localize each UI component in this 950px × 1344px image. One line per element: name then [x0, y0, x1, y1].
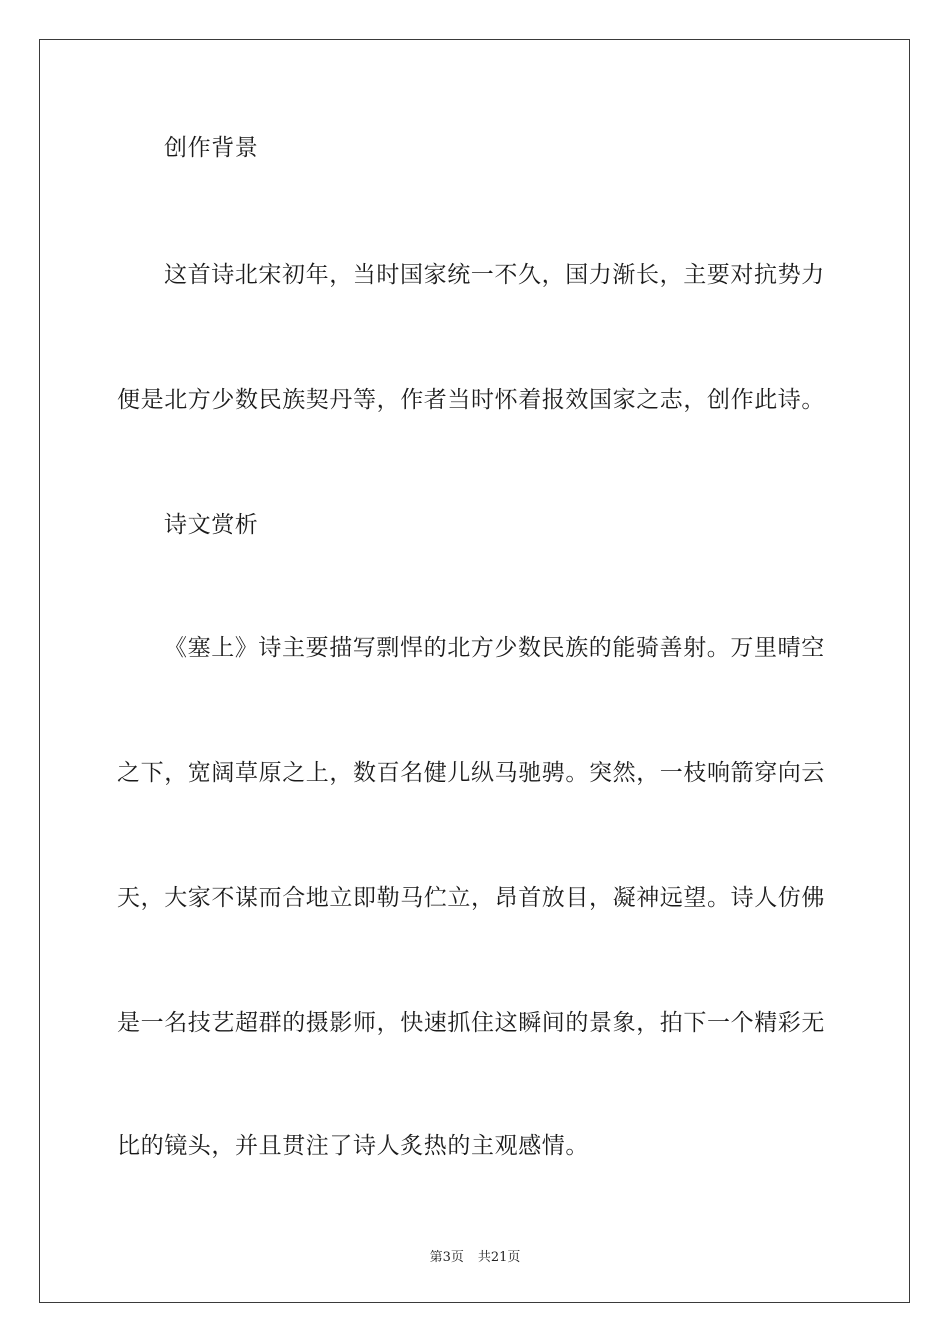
page-total: 共21页 [477, 1250, 521, 1265]
page-footer [0, 1246, 950, 1265]
paragraph-line: 比的镜头，并且贯注了诗人炙热的主观感情。 [117, 1133, 589, 1159]
page-border [39, 39, 910, 1303]
paragraph-line: 是一名技艺超群的摄影师，快速抓住这瞬间的景象，拍下一个精彩无 [117, 1010, 825, 1036]
paragraph-line: 天，大家不谋而合地立即勒马伫立，昂首放目，凝神远望。诗人仿佛 [117, 885, 825, 911]
paragraph-line: 之下，宽阔草原之上，数百名健儿纵马驰骋。突然，一枝响箭穿向云 [117, 760, 825, 786]
paragraph-line: 《塞上》诗主要描写剽悍的北方少数民族的能骑善射。万里晴空 [164, 635, 825, 661]
section-heading: 创作背景 [164, 135, 259, 161]
section-heading: 诗文赏析 [164, 512, 259, 538]
page-number: 第3页 [429, 1250, 464, 1265]
paragraph-line: 这首诗北宋初年，当时国家统一不久，国力渐长，主要对抗势力 [164, 262, 825, 288]
paragraph-line: 便是北方少数民族契丹等，作者当时怀着报效国家之志，创作此诗。 [117, 387, 825, 413]
